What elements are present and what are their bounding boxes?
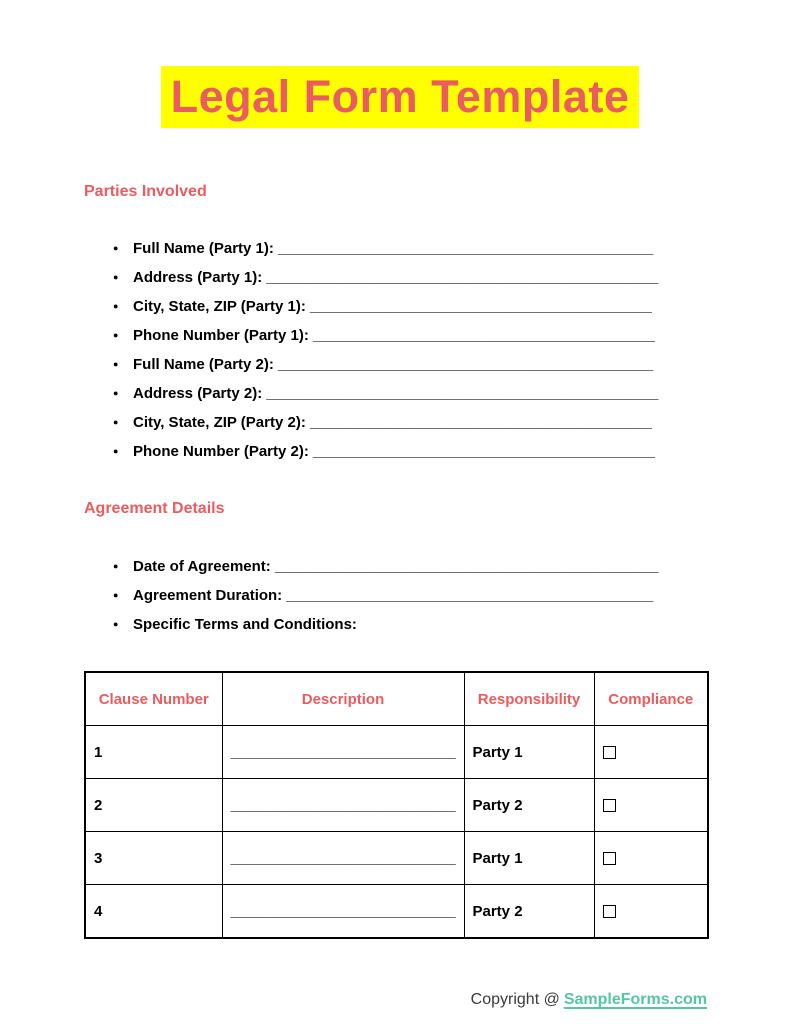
footer xyxy=(471,991,707,1009)
field-label: Full Name (Party 2): xyxy=(133,356,274,373)
description-cell xyxy=(222,832,464,885)
compliance-cell xyxy=(594,726,708,779)
blank-line: ___________________________ xyxy=(230,849,456,867)
field-label: Full Name (Party 1): xyxy=(133,240,274,257)
clause-number-cell: 2 xyxy=(85,779,222,832)
table-row xyxy=(85,726,708,779)
field-row-full-name-party2 xyxy=(112,350,800,379)
field-row-city-state-zip-party1 xyxy=(112,292,800,321)
field-row-phone-party1 xyxy=(112,321,800,350)
col-header-description: Description xyxy=(222,672,464,726)
clause-number-cell: 4 xyxy=(85,885,222,939)
clause-number-cell: 1 xyxy=(85,726,222,779)
compliance-cell xyxy=(594,885,708,939)
field-label: City, State, ZIP (Party 1): xyxy=(133,298,306,315)
blank-line: ___________________________ xyxy=(230,902,456,920)
field-row-date-of-agreement xyxy=(112,552,800,581)
responsibility-cell: Party 2 xyxy=(464,885,594,939)
blank-line: _________________________________________ xyxy=(312,327,655,344)
responsibility-cell: Party 2 xyxy=(464,779,594,832)
field-row-full-name-party1 xyxy=(112,234,800,263)
col-header-compliance: Compliance xyxy=(594,672,708,726)
clauses-table xyxy=(84,671,709,939)
blank-line: ___________________________ xyxy=(230,796,456,814)
table-header-row xyxy=(85,672,708,726)
checkbox-icon[interactable] xyxy=(603,799,616,812)
field-row-specific-terms xyxy=(112,610,800,639)
responsibility-cell: Party 1 xyxy=(464,832,594,885)
checkbox-icon[interactable] xyxy=(603,905,616,918)
blank-line: _______________________________________________ xyxy=(266,385,659,402)
field-label: Agreement Duration: xyxy=(133,587,283,604)
blank-line: ____________________________________________ xyxy=(286,587,654,604)
blank-line: _____________________________________________ xyxy=(277,356,654,373)
clause-number-cell: 3 xyxy=(85,832,222,885)
table-row xyxy=(85,779,708,832)
blank-line: _______________________________________________ xyxy=(266,269,659,286)
description-cell xyxy=(222,726,464,779)
blank-line: _________________________________________ xyxy=(309,298,652,315)
blank-line: _____________________________________________ xyxy=(277,240,654,257)
checkbox-icon[interactable] xyxy=(603,746,616,759)
description-cell xyxy=(222,779,464,832)
field-label: Phone Number (Party 2): xyxy=(133,443,309,460)
agreement-field-list xyxy=(0,552,800,639)
field-label: Specific Terms and Conditions: xyxy=(133,616,357,633)
parties-field-list xyxy=(0,234,800,466)
compliance-cell xyxy=(594,832,708,885)
field-label: Phone Number (Party 1): xyxy=(133,327,309,344)
field-row-city-state-zip-party2 xyxy=(112,408,800,437)
compliance-cell xyxy=(594,779,708,832)
field-label: Date of Agreement: xyxy=(133,558,271,575)
field-label: City, State, ZIP (Party 2): xyxy=(133,414,306,431)
description-cell xyxy=(222,885,464,939)
field-row-agreement-duration xyxy=(112,581,800,610)
blank-line: _________________________________________ xyxy=(312,443,655,460)
blank-line: ______________________________________________ xyxy=(274,558,659,575)
copyright-text: Copyright @ xyxy=(470,991,560,1008)
section-heading-agreement: Agreement Details xyxy=(84,500,225,517)
field-label: Address (Party 1): xyxy=(133,269,263,286)
col-header-responsibility: Responsibility xyxy=(464,672,594,726)
field-row-address-party1 xyxy=(112,263,800,292)
field-row-phone-party2 xyxy=(112,437,800,466)
section-heading-parties: Parties Involved xyxy=(84,183,207,200)
field-label: Address (Party 2): xyxy=(133,385,263,402)
checkbox-icon[interactable] xyxy=(603,852,616,865)
table-row xyxy=(85,832,708,885)
table-row xyxy=(85,885,708,939)
blank-line: _________________________________________ xyxy=(309,414,652,431)
col-header-clause-number: Clause Number xyxy=(85,672,222,726)
responsibility-cell: Party 1 xyxy=(464,726,594,779)
page-title: Legal Form Template xyxy=(161,66,640,128)
footer-link[interactable]: SampleForms.com xyxy=(563,991,707,1008)
field-row-address-party2 xyxy=(112,379,800,408)
blank-line: ___________________________ xyxy=(230,743,456,761)
title-row xyxy=(0,0,800,128)
